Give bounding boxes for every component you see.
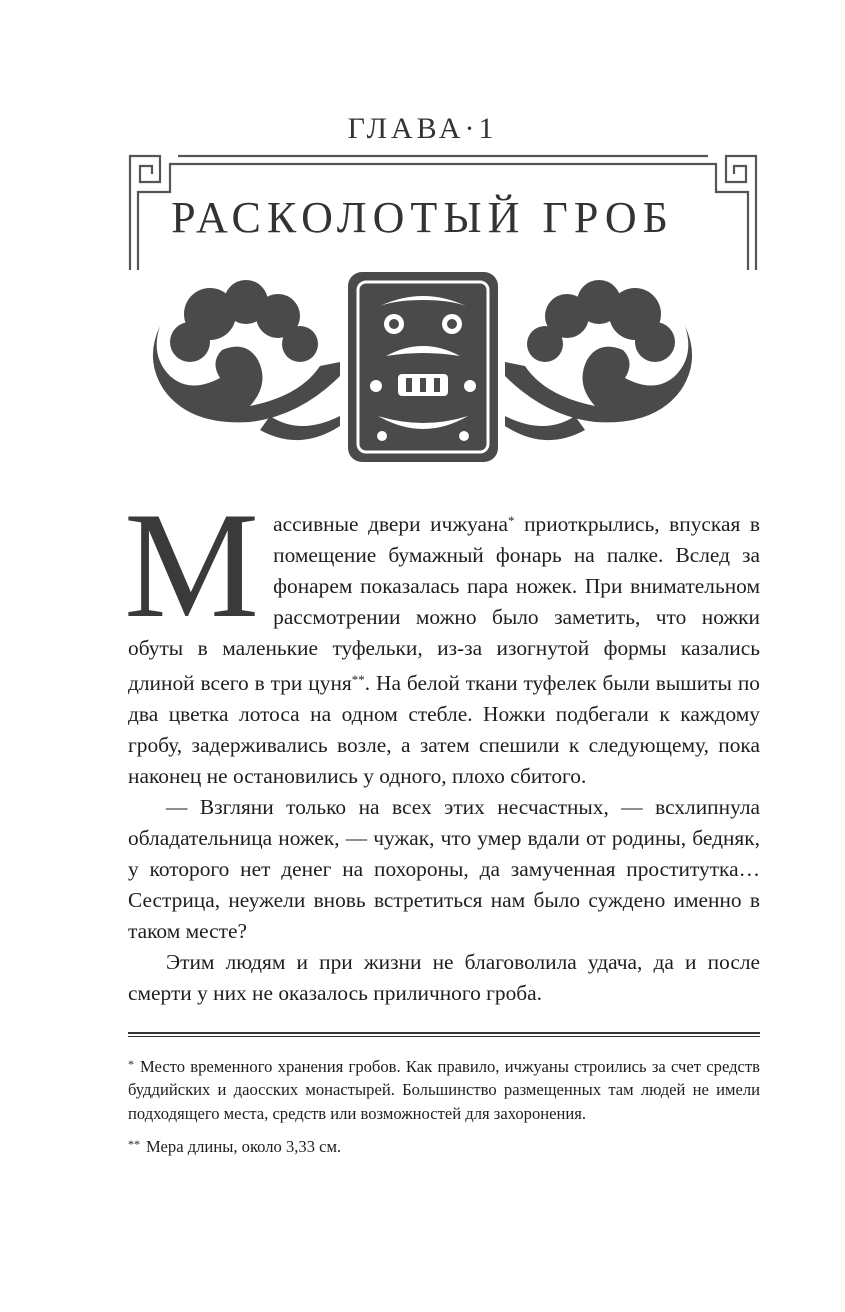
dragon-clouds-ornament-icon	[150, 266, 695, 466]
chapter-title: РАСКОЛОТЫЙ ГРОБ	[171, 193, 674, 242]
main-text	[124, 481, 761, 1009]
chapter-label: ГЛАВА·1	[347, 112, 498, 145]
footnote-divider	[128, 1032, 760, 1039]
drop-cap: М	[124, 481, 260, 649]
footnote-1: * Место временного хранения гробов. Как правило, ичжуаны строились за счет средств буддийских и даосских монастырей. Большинство размещенных там людей не имели подходящего места, средств или возможностей для захоронения.	[128, 1057, 760, 1123]
footnote-ref-2: **	[351, 672, 365, 687]
footnotes	[128, 1053, 760, 1166]
paragraph-1: ассивные двери ичжуана* приоткрылись, впуская в помещение бумажный фонарь на палке. Вслед за фонарем показалась пара ножек. При внимательном рассмотрении можно было заметить, что ножки обуты в маленькие туфельки, из-за изогнутой формы казались длиной всего в три цуня**. На белой ткани туфелек были вышиты по два цветка лотоса на одном стебле. Ножки подбегали к каждому гробу, задерживались возле, а затем спешили к следующему, пока наконец не остановились у одного, плохо сбитого.	[128, 512, 761, 788]
footnote-ref-1: *	[508, 513, 515, 528]
paragraph-3: Этим людям и при жизни не благоволила удача, да и после смерти у них не оказалось приличного гроба.	[128, 950, 760, 1005]
paragraph-2: — Взгляни только на всех этих несчастных, — всхлипнула обладательница ножек, — чужак, что умер вдали от родины, бедняк, у которого нет денег на похороны, да замученная проститутка… Сестрица, неужели вновь встретиться нам было суждено именно в таком месте?	[128, 795, 760, 943]
footnote-2: ** Мера длины, около 3,33 см.	[128, 1136, 342, 1156]
